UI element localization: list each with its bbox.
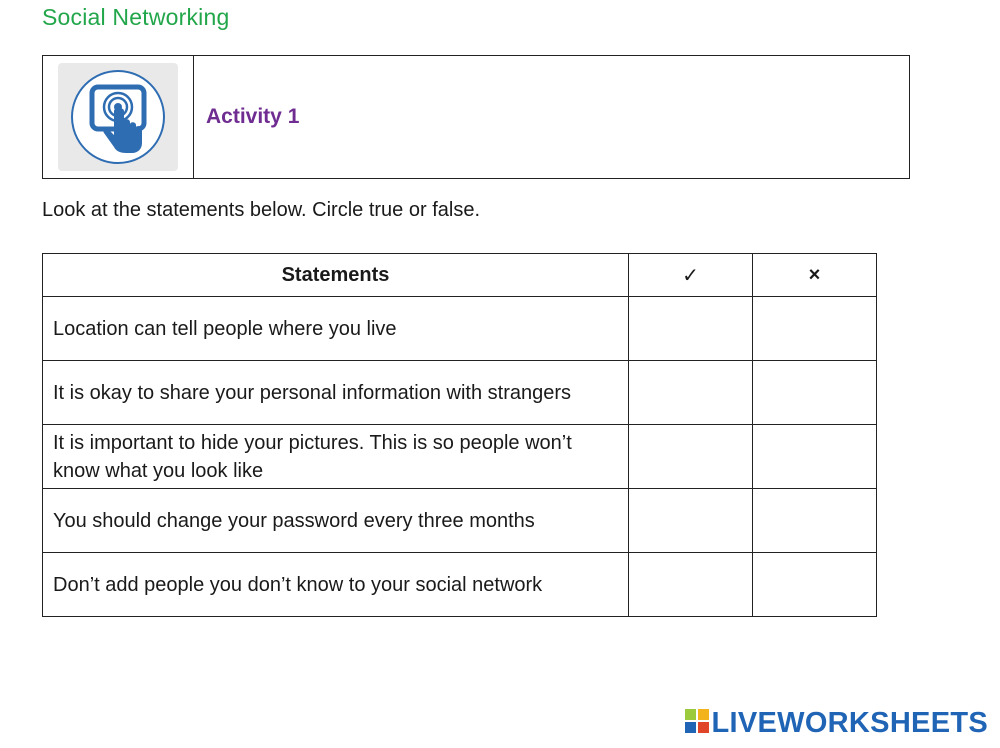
table-row bbox=[43, 361, 877, 425]
statement-text: It is important to hide your pictures. This is so people won’t know what you look like bbox=[53, 431, 572, 482]
activity-title: Activity 1 bbox=[206, 105, 300, 128]
true-header-checkmark-icon: ✓ bbox=[629, 254, 753, 297]
true-answer-cell[interactable] bbox=[629, 425, 753, 489]
statement-cell bbox=[43, 425, 629, 489]
table-row bbox=[43, 297, 877, 361]
false-answer-cell[interactable] bbox=[753, 553, 877, 617]
table-row bbox=[43, 553, 877, 617]
statement-text: You should change your password every three months bbox=[53, 509, 535, 532]
liveworksheets-logo[interactable] bbox=[685, 707, 989, 740]
statement-cell bbox=[43, 297, 629, 361]
table-header-row bbox=[43, 254, 877, 297]
table-row bbox=[43, 489, 877, 553]
false-answer-cell[interactable] bbox=[753, 425, 877, 489]
statement-cell bbox=[43, 489, 629, 553]
page-title: Social Networking bbox=[42, 4, 230, 30]
false-header-cross-icon: × bbox=[753, 254, 877, 297]
statement-text: Don’t add people you don’t know to your social network bbox=[53, 573, 543, 596]
true-answer-cell[interactable] bbox=[629, 489, 753, 553]
false-answer-cell[interactable] bbox=[753, 489, 877, 553]
liveworksheets-logo-icon bbox=[685, 709, 709, 738]
logo-text: LIVEWORKSHEETS bbox=[711, 707, 988, 739]
instruction-text: Look at the statements below. Circle true or false. bbox=[42, 199, 480, 221]
activity-icon-cell bbox=[43, 56, 194, 178]
statements-table bbox=[42, 253, 877, 617]
true-answer-cell[interactable] bbox=[629, 553, 753, 617]
statement-cell bbox=[43, 553, 629, 617]
false-answer-cell[interactable] bbox=[753, 297, 877, 361]
statement-text: It is okay to share your personal information with strangers bbox=[53, 381, 572, 404]
statement-cell bbox=[43, 361, 629, 425]
statement-text: Location can tell people where you live bbox=[53, 317, 397, 340]
table-row bbox=[43, 425, 877, 489]
true-answer-cell[interactable] bbox=[629, 297, 753, 361]
activity-header-box bbox=[42, 55, 910, 179]
false-answer-cell[interactable] bbox=[753, 361, 877, 425]
true-answer-cell[interactable] bbox=[629, 361, 753, 425]
statements-header: Statements bbox=[43, 254, 629, 297]
touch-screen-icon bbox=[58, 63, 178, 171]
